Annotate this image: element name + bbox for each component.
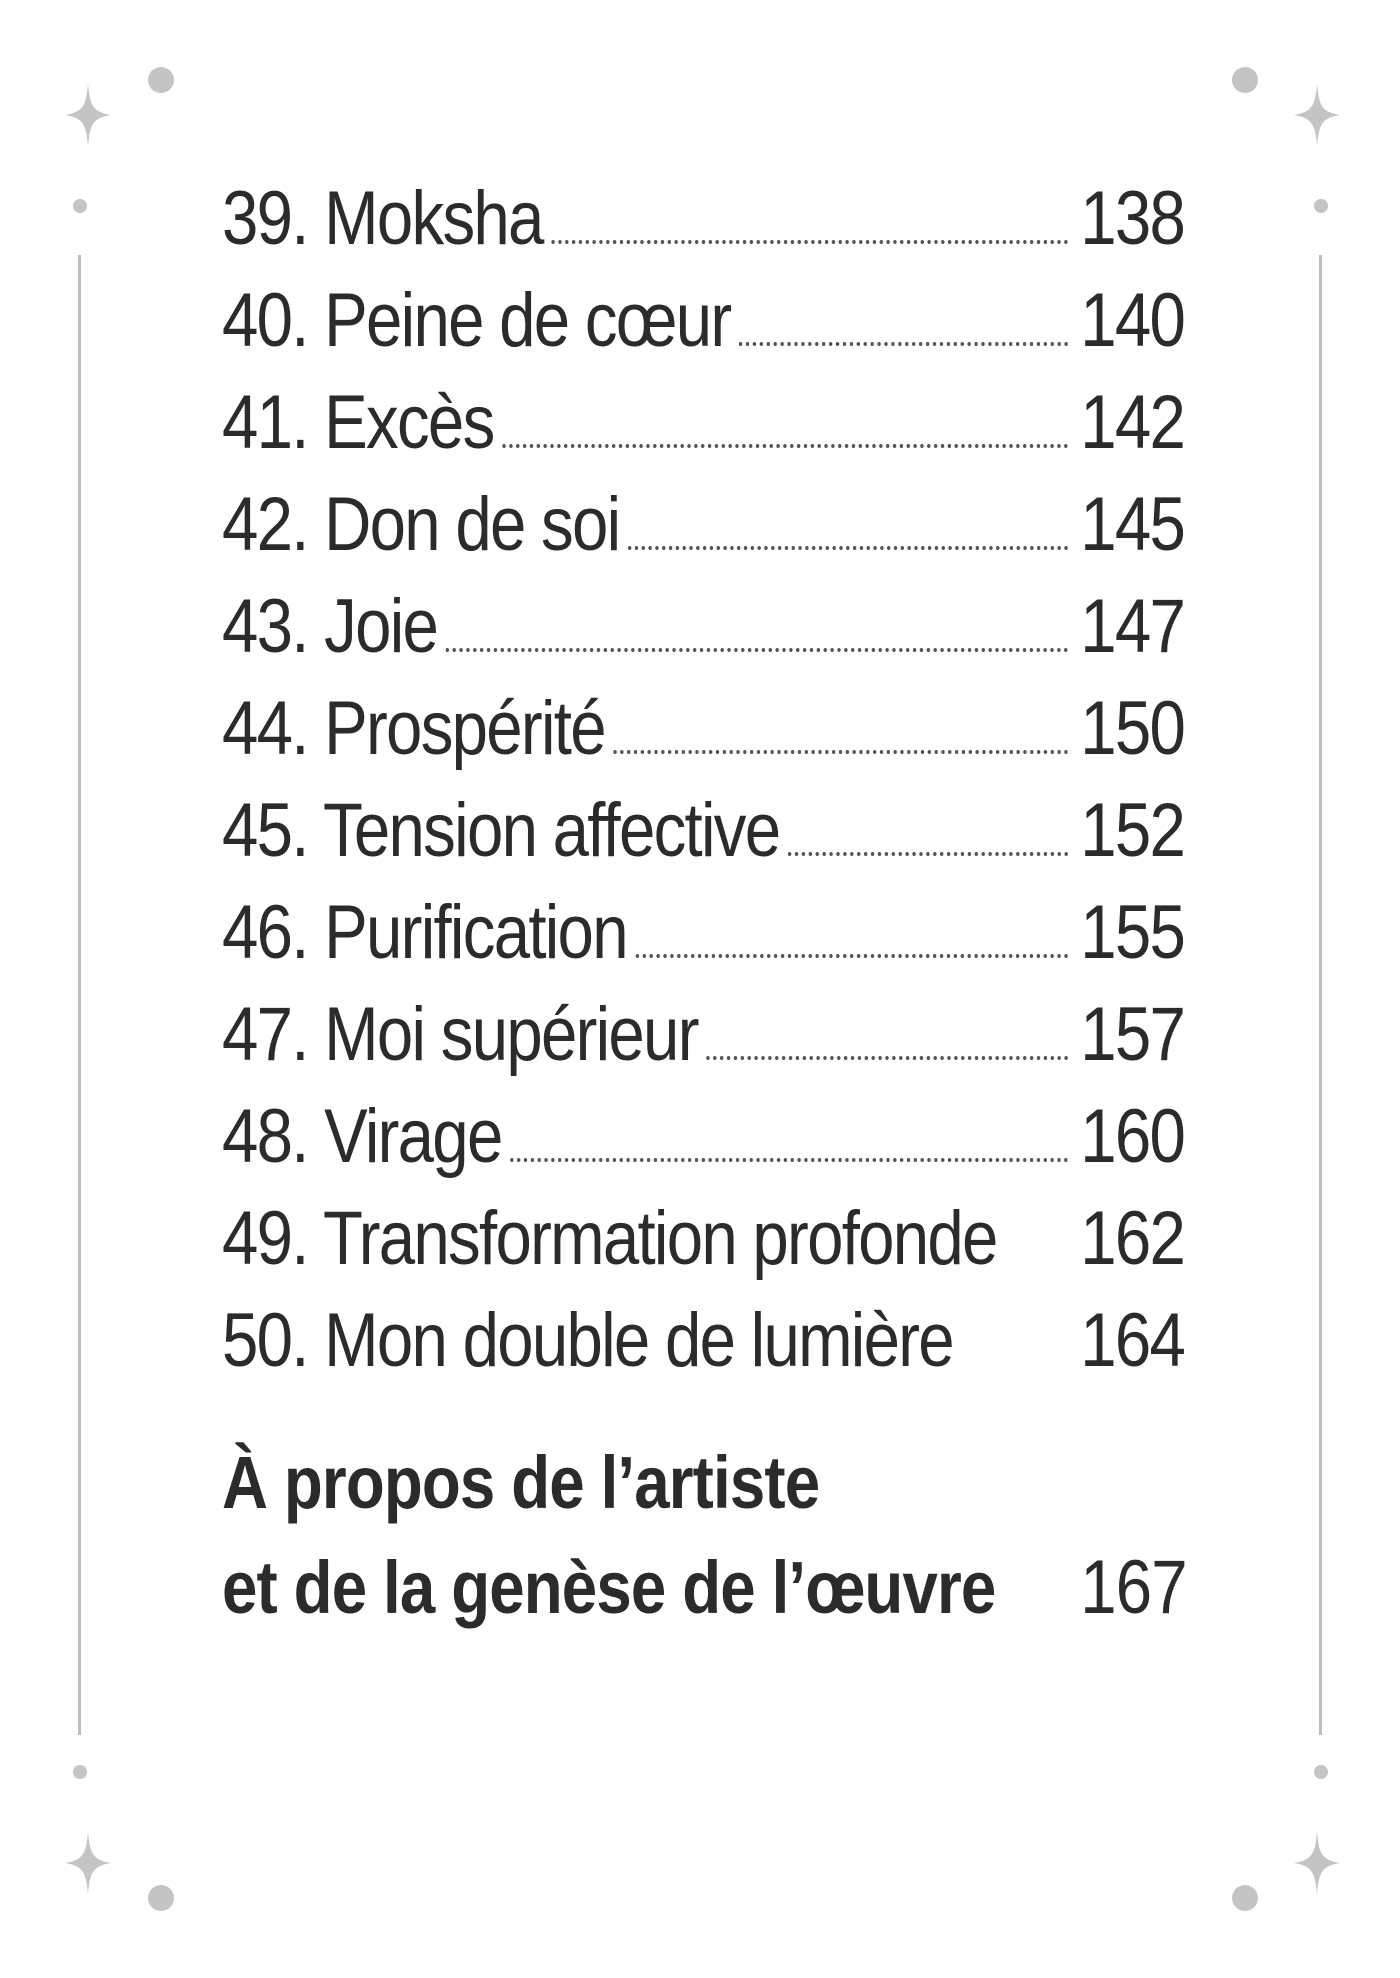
bottom-left-sparkle-star-icon (65, 1832, 111, 1894)
toc-entry-title: 47. Moi supérieur (222, 992, 698, 1077)
toc-entry-title: 50. Mon double de lumière (222, 1298, 953, 1383)
toc-entry-title: 48. Virage (222, 1094, 502, 1179)
top-left-small-dot-icon (73, 199, 87, 213)
toc-entry-page: 138 (1080, 176, 1185, 261)
toc-entry-page: 147 (1080, 584, 1185, 669)
bottom-right-small-dot-icon (1314, 1765, 1328, 1779)
top-right-small-dot-icon (1314, 199, 1328, 213)
toc-entry-page: 162 (1080, 1196, 1185, 1281)
toc-entry-page: 150 (1080, 686, 1185, 771)
top-left-sparkle-star-icon (65, 84, 111, 146)
right-frame-line (1319, 255, 1322, 1735)
about-title-line-2: et de la genèse de l’œuvre (222, 1546, 996, 1629)
toc-entry-page: 155 (1080, 890, 1185, 975)
left-frame-line (78, 255, 81, 1735)
toc-entry-title: 42. Don de soi (222, 482, 620, 567)
toc-entry-page: 152 (1080, 788, 1185, 873)
toc-entry[interactable] (222, 1297, 1185, 1399)
toc-entry-page: 160 (1080, 1094, 1185, 1179)
dot-leader (510, 1158, 1068, 1162)
dot-leader (613, 750, 1068, 754)
toc-entry-title: 39. Moksha (222, 176, 543, 261)
toc-entry-title: 44. Prospérité (222, 686, 605, 771)
dot-leader (551, 240, 1068, 244)
toc-entry[interactable] (222, 889, 1185, 991)
toc-entry-page: 145 (1080, 482, 1185, 567)
toc-entry[interactable] (222, 379, 1185, 481)
toc-entry[interactable] (222, 685, 1185, 787)
toc-entry[interactable] (222, 1195, 1185, 1297)
top-right-sparkle-star-icon (1294, 84, 1340, 146)
dot-leader (739, 342, 1068, 346)
bottom-left-large-dot-icon (148, 1885, 174, 1911)
toc-entry[interactable] (222, 583, 1185, 685)
dot-leader (502, 444, 1068, 448)
top-left-large-dot-icon (148, 67, 174, 93)
dot-leader (706, 1056, 1068, 1060)
bottom-right-sparkle-star-icon (1294, 1832, 1340, 1894)
about-page-number: 167 (1080, 1545, 1187, 1630)
toc-about-entry[interactable] (222, 1440, 1187, 1648)
toc-entry[interactable] (222, 991, 1185, 1093)
toc-entry-page: 142 (1080, 380, 1185, 465)
toc-entry-title: 46. Purification (222, 890, 627, 975)
toc-entry-page: 140 (1080, 278, 1185, 363)
dot-leader (446, 648, 1068, 652)
toc-entry-page: 157 (1080, 992, 1185, 1077)
table-of-contents (222, 175, 1185, 1399)
bottom-right-large-dot-icon (1232, 1885, 1258, 1911)
toc-entry-title: 49. Transformation profonde (222, 1196, 997, 1281)
toc-entry-title: 45. Tension affective (222, 788, 780, 873)
dot-leader (788, 852, 1068, 856)
about-line-2 (222, 1544, 1187, 1648)
dot-leader (628, 546, 1068, 550)
toc-entry[interactable] (222, 787, 1185, 889)
toc-entry[interactable] (222, 481, 1185, 583)
toc-entry-title: 41. Excès (222, 380, 494, 465)
about-title-line-1: À propos de l’artiste (222, 1441, 820, 1524)
toc-entry[interactable] (222, 277, 1185, 379)
top-right-large-dot-icon (1232, 67, 1258, 93)
toc-entry[interactable] (222, 175, 1185, 277)
bottom-left-small-dot-icon (73, 1765, 87, 1779)
toc-entry-title: 40. Peine de cœur (222, 278, 731, 363)
toc-entry-page: 164 (1080, 1298, 1185, 1383)
dot-leader (635, 954, 1068, 958)
about-line-1 (222, 1440, 1182, 1544)
toc-entry-title: 43. Joie (222, 584, 438, 669)
toc-entry[interactable] (222, 1093, 1185, 1195)
